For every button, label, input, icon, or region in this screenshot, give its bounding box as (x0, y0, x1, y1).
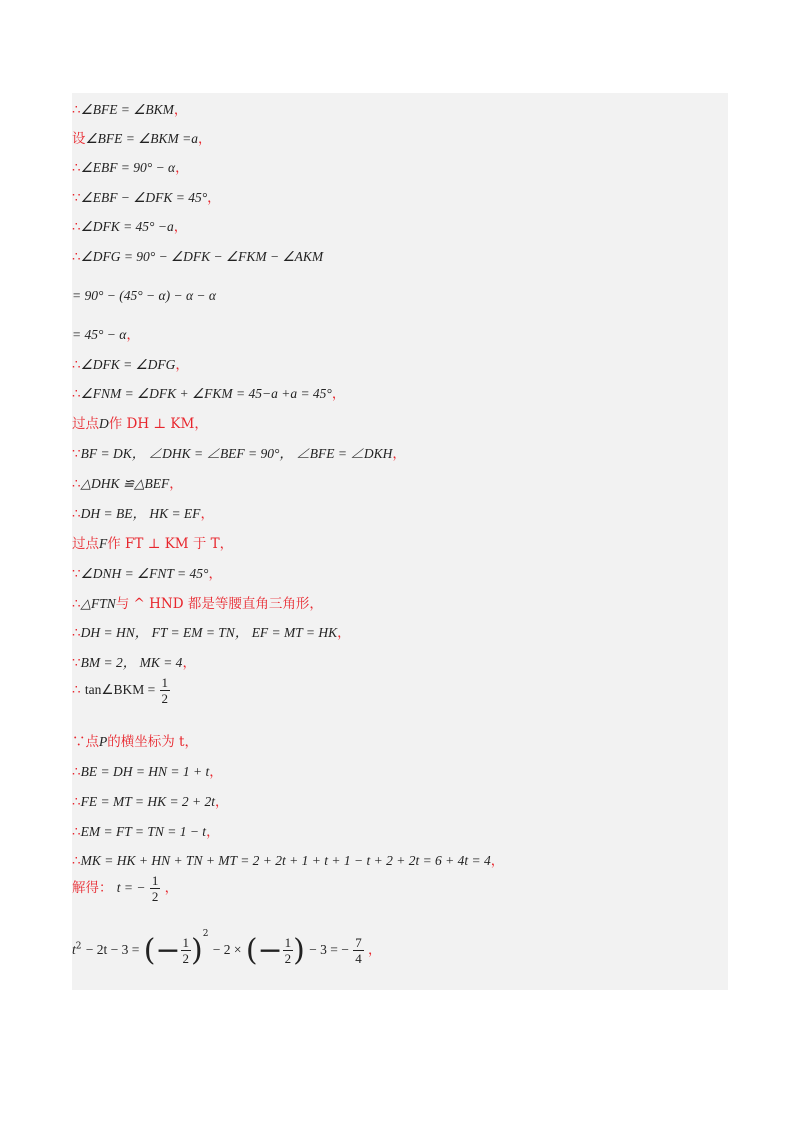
line-tail: ， (208, 566, 222, 582)
line-math: △DHK ≌△BEF (80, 476, 170, 491)
solution-line (72, 535, 233, 553)
solution-line (72, 356, 189, 374)
fraction (353, 935, 364, 966)
solution-line (72, 287, 216, 305)
line-math: ∠DNH = ∠FNT = 45° (80, 566, 209, 581)
line-prefix: ∴ (72, 794, 81, 810)
solution-line (72, 793, 229, 811)
fraction-denominator: 2 (161, 691, 169, 706)
line-prefix: ∴ (72, 102, 81, 118)
solution-line (72, 505, 214, 523)
solution-line (72, 595, 323, 613)
line-prefix: ∴ (72, 386, 81, 402)
fraction (160, 675, 171, 706)
fraction-denominator: 2 (182, 951, 190, 966)
line-tail: ， (490, 853, 505, 869)
line-prefix: ∴ (72, 596, 81, 612)
line-math: DH = BE， HK = EF (80, 506, 201, 521)
solution-line (72, 101, 187, 119)
line-math: ∠EBF = 90° − α (80, 160, 176, 175)
fraction-numerator: 1 (284, 935, 292, 950)
line-math: tan∠BKM = (84, 682, 156, 697)
line-prefix: ∴ (72, 357, 81, 373)
line-tail: ， (337, 625, 351, 641)
fraction-numerator: 1 (182, 935, 190, 950)
line-prefix: ∴ (72, 625, 81, 641)
fraction (150, 873, 161, 904)
line-prefix: ∴ (72, 682, 81, 698)
solution-line (72, 475, 183, 493)
solution-line (72, 852, 504, 870)
line-prefix: ∴ (72, 476, 81, 492)
line-math: DH = HN， FT = EM = TN， EF = MT = HK (80, 625, 338, 640)
line-prefix: 解得： (72, 880, 113, 896)
line-tail: ， (200, 506, 214, 522)
line-math: BF = DK， ∠DHK = ∠BEF = 90°， ∠BFE = ∠DKH (80, 446, 393, 461)
fraction-denominator: 2 (151, 889, 159, 904)
line-prefix: ∵ (72, 446, 81, 462)
line-math: ∠BFE = ∠BKM (80, 102, 174, 117)
right-paren: ) (293, 932, 305, 968)
line-tail: ， (331, 386, 346, 402)
fraction (181, 935, 192, 966)
line-math: = 45° − α (72, 327, 127, 342)
line-prefix: ∵ (72, 190, 81, 206)
line-tail: 的横坐标为 t， (107, 734, 198, 750)
line-tail: ， (198, 131, 212, 147)
line-tail: ， (182, 655, 196, 671)
line-math: = 90° − (45° − α) − α − α (72, 288, 216, 303)
fraction-numerator: 1 (151, 873, 159, 888)
line-prefix: ∴ (72, 824, 81, 840)
line-math: BE = DH = HN = 1 + t (80, 764, 210, 779)
line-prefix: 过点 (72, 536, 99, 552)
line-math: EM = FT = TN = 1 − t (80, 824, 207, 839)
line-math: ∠FNM = ∠DFK + ∠FKM = 45−a +a = 45° (80, 386, 332, 401)
line-math: BM = 2， MK = 4 (80, 655, 183, 670)
solve-line (72, 873, 178, 904)
line-tail: 作 FT ⊥ KM 于 T， (107, 536, 234, 552)
final-line (72, 925, 381, 966)
line-prefix: ∴ (72, 160, 81, 176)
solution-line (72, 654, 196, 672)
left-paren: (− (245, 932, 283, 968)
line-tail: ， (206, 824, 220, 840)
line-tail: ， (164, 880, 179, 896)
line-math: ∠EBF − ∠DFK = 45° (80, 190, 208, 205)
exponent: 2 (202, 929, 209, 939)
solution-line (72, 445, 406, 463)
math-text: − 2t − 3 = (85, 942, 140, 957)
line-tail: ， (392, 446, 406, 462)
fraction-numerator: 1 (161, 675, 169, 690)
solution-panel (72, 93, 728, 990)
line-math: D (99, 416, 109, 431)
line-prefix: ∴ (72, 219, 81, 235)
fraction (283, 935, 294, 966)
line-math: F (99, 536, 108, 551)
line-math: ∠DFK = 45° −a (80, 219, 174, 234)
solution-line (72, 624, 351, 642)
line-math: △FTN (80, 596, 116, 611)
line-tail: ， (173, 219, 188, 235)
line-tail: ， (126, 327, 140, 343)
line-math: ∠DFG = 90° − ∠DFK − ∠FKM − ∠AKM (80, 249, 324, 264)
tan-line (72, 675, 170, 706)
line-prefix: ∴ (72, 764, 81, 780)
line-math: MK = HK + HN + TN + MT = 2 + 2t + 1 + t + 1 − t + 2 + 2t = 6 + 4t = 4 (80, 853, 491, 868)
line-tail: ， (175, 160, 189, 176)
line-math: ∠DFK = ∠DFG (80, 357, 176, 372)
line-prefix: ∵ (72, 655, 81, 671)
fraction-denominator: 2 (284, 951, 292, 966)
solution-line (72, 248, 323, 266)
solution-line (72, 823, 220, 841)
line-tail: ， (209, 764, 223, 780)
solution-line (72, 763, 223, 781)
math-text: − 3 = − (309, 942, 349, 957)
line-math: t = − (116, 880, 146, 895)
line-math: FE = MT = HK = 2 + 2t (80, 794, 216, 809)
solution-line (72, 565, 222, 583)
solution-line (72, 159, 189, 177)
line-tail: ， (367, 942, 382, 958)
solution-line (72, 385, 345, 403)
line-tail: ， (215, 794, 229, 810)
fraction-denominator: 4 (355, 951, 362, 966)
line-prefix: ∵ (72, 566, 81, 582)
line-prefix: ∴ (72, 249, 81, 265)
line-math: P (99, 734, 108, 749)
solution-line (72, 189, 221, 207)
exponent: 2 (75, 941, 82, 952)
line-math: ∠BFE = ∠BKM =a (85, 131, 199, 146)
line-tail: ， (207, 190, 221, 206)
left-paren: (− (143, 932, 181, 968)
fraction-numerator: 7 (355, 935, 362, 950)
line-prefix: 设 (72, 131, 86, 147)
line-prefix: ∴ (72, 506, 81, 522)
line-tail: ， (175, 357, 189, 373)
line-prefix: ∴ (72, 853, 81, 869)
solution-line (72, 130, 212, 148)
line-prefix: ∵点 (72, 734, 99, 750)
line-tail: ， (169, 476, 183, 492)
line-tail: ， (173, 102, 188, 118)
solution-line (72, 415, 208, 433)
line-tail: 作 DH ⊥ KM， (108, 416, 208, 432)
math-var: t (72, 942, 76, 957)
line-prefix: 过点 (72, 416, 99, 432)
solution-line (72, 733, 198, 751)
line-tail: 与 ^ HND 都是等腰直角三角形， (115, 596, 323, 612)
math-text: − 2 × (212, 942, 242, 957)
solution-line (72, 326, 140, 344)
right-paren: ) (191, 932, 203, 968)
solution-line (72, 218, 187, 236)
